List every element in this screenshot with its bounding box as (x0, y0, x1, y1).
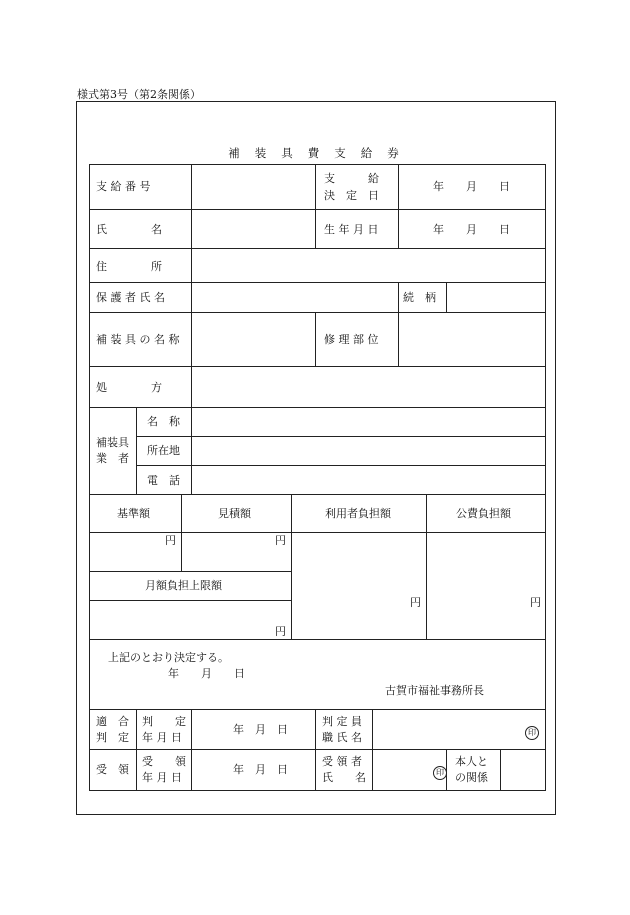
yen-riyosha: 円 (410, 596, 421, 609)
rule (315, 164, 316, 248)
title-char: 券 (387, 146, 402, 160)
rule (89, 209, 545, 210)
label-gyosha-1: 補装具 (96, 436, 129, 449)
rule (136, 465, 545, 466)
rule (89, 164, 90, 790)
rule (89, 366, 545, 367)
label-hanteiin-2: 職 氏 名 (322, 731, 362, 744)
title-char: 費 (307, 146, 323, 160)
title-char: 装 (254, 146, 270, 160)
label-juryo-date-2: 年 月 日 (142, 771, 182, 784)
label-juryosha-1: 受 領 者 (322, 755, 362, 768)
rule (426, 494, 427, 639)
office-name: 古賀市福祉事務所長 (385, 684, 484, 697)
label-shozaichi: 所在地 (147, 444, 180, 457)
label-shohou: 処 方 (96, 381, 162, 394)
label-gyosha-2: 業 者 (96, 452, 129, 465)
value-birth-date: 年 月 日 (433, 223, 510, 236)
form-number: 様式第3号（第2条関係） (77, 88, 201, 101)
header-kohi: 公費負担額 (456, 507, 511, 520)
rule (89, 494, 545, 495)
rule (191, 709, 192, 790)
rule (89, 709, 545, 710)
rule (89, 248, 545, 249)
rule (89, 571, 291, 572)
seal-juryosha: 印 (433, 766, 447, 780)
label-juryosha-2: 氏 名 (322, 771, 366, 784)
label-jusho: 住 所 (96, 260, 162, 273)
value-kettei-date: 年 月 日 (433, 180, 510, 193)
rule (191, 164, 192, 494)
label-shimei: 氏 名 (96, 223, 162, 236)
rule (446, 282, 447, 312)
label-shikyu-bango: 支 給 番 号 (96, 180, 151, 193)
rule (398, 282, 399, 312)
rule (89, 282, 545, 283)
label-juryo: 受 領 (96, 763, 129, 776)
title-char: 給 (360, 146, 376, 160)
label-hogosha: 保 護 者 氏 名 (96, 291, 165, 304)
label-honnin-1: 本人と (455, 755, 488, 768)
label-hanteiin-1: 判 定 員 (322, 715, 362, 728)
rule (89, 790, 545, 791)
rule (89, 639, 545, 640)
yen-getsugaku: 円 (275, 625, 286, 638)
label-hantei-1: 判 定 (142, 715, 186, 728)
header-riyosha: 利用者負担額 (325, 507, 391, 520)
label-zokugara: 続 柄 (403, 291, 436, 304)
label-juryo-date-1: 受 領 (142, 755, 186, 768)
yen-kohi: 円 (530, 596, 541, 609)
rule (136, 709, 137, 790)
rule (500, 749, 501, 790)
rule (89, 749, 545, 750)
rule (136, 407, 137, 494)
form-table (89, 164, 545, 790)
label-denwa: 電 話 (147, 474, 180, 487)
rule (398, 312, 399, 366)
label-getsugaku: 月額負担上限額 (145, 579, 222, 592)
yen-mitsumori: 円 (275, 534, 286, 547)
header-mitsumori: 見積額 (218, 507, 251, 520)
label-shikyu-kettei-2: 決 定 日 (324, 189, 379, 202)
label-shuri-bui: 修 理 部 位 (324, 333, 379, 346)
rule (89, 312, 545, 313)
title-char: 具 (281, 146, 296, 160)
seal-hanteiin: 印 (525, 726, 539, 740)
label-meisho: 名 称 (147, 415, 180, 428)
label-tekigo-2: 判 定 (96, 731, 129, 744)
rule (89, 600, 291, 601)
rule (398, 164, 399, 248)
value-hantei-date: 年 月 日 (233, 723, 288, 736)
rule (89, 164, 545, 165)
rule (89, 407, 545, 408)
rule (181, 494, 182, 571)
rule (291, 494, 292, 639)
form-title (0, 145, 630, 161)
value-juryo-date: 年 月 日 (233, 763, 288, 776)
decision-text: 上記のとおり決定する。 (108, 651, 229, 664)
label-shikyu-kettei-1: 支 給 (324, 172, 379, 185)
decision-date: 年 月 日 (168, 667, 245, 680)
title-char: 補 (228, 146, 243, 160)
label-hantei-2: 年 月 日 (142, 731, 182, 744)
label-hosougu-meisho: 補 装 具 の 名 称 (96, 333, 180, 346)
rule (372, 709, 373, 790)
title-char: 支 (334, 146, 349, 160)
rule (315, 312, 316, 366)
rule (315, 709, 316, 790)
label-seinengappi: 生 年 月 日 (324, 223, 379, 236)
label-tekigo-1: 適 合 (96, 715, 129, 728)
form-title-text (222, 145, 408, 161)
rule (89, 532, 545, 533)
header-kijun: 基準額 (117, 507, 150, 520)
rule (545, 164, 546, 791)
yen-kijun: 円 (165, 534, 176, 547)
rule (136, 436, 545, 437)
label-honnin-2: の関係 (455, 771, 488, 784)
